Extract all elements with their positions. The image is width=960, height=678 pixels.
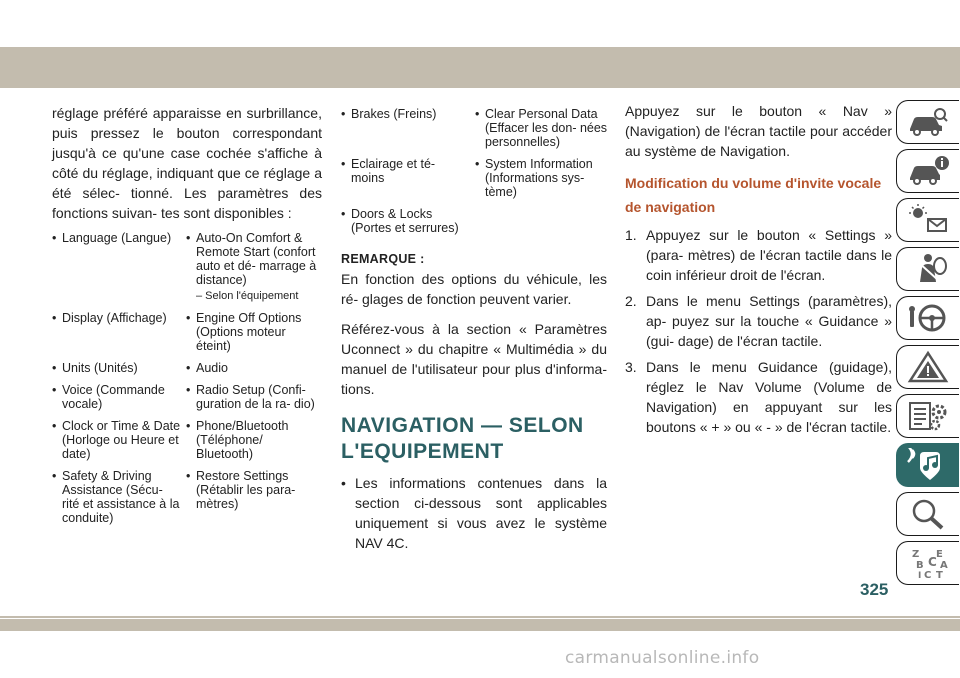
watermark: carmanualsonline.info (565, 648, 760, 668)
note-title: REMARQUE : (341, 252, 425, 266)
tab-warning-lights[interactable] (896, 198, 959, 242)
svg-text:B: B (916, 560, 924, 571)
column-3 (625, 101, 892, 443)
airbag-safety-icon (906, 252, 950, 286)
chapter-tabs (896, 100, 960, 590)
bullet-mark: • (475, 157, 480, 171)
settings-item (341, 157, 471, 199)
svg-text:C: C (924, 570, 932, 580)
settings-item (52, 419, 182, 461)
section-heading-line-1: NAVIGATION — SELON (341, 414, 584, 437)
bullet-mark: • (186, 469, 191, 483)
index-icon (906, 546, 950, 580)
subheading: Modification du volume d'invite vocale de navigation (625, 175, 882, 215)
bullet-mark: • (52, 361, 57, 375)
settings-item (186, 361, 322, 375)
section-heading-line-2: L'EQUIPEMENT (341, 440, 504, 463)
settings-item-label: System Information (Informations sys- tème) (485, 157, 593, 199)
bullet-mark: • (186, 361, 191, 375)
settings-item-label: Display (Affichage) (62, 311, 167, 325)
settings-item-label: – Selon l'équipement (196, 290, 299, 302)
bullet-mark: • (186, 419, 191, 433)
svg-text:E: E (936, 549, 943, 560)
svg-text:Z: Z (912, 549, 920, 560)
bullet-mark: • (341, 475, 346, 491)
settings-item-label: Safety & Driving Assistance (Sécu- rité et assistance à la conduite) (62, 469, 180, 525)
settings-item-label: Audio (196, 361, 228, 375)
settings-item (186, 311, 322, 353)
car-search-icon (906, 105, 950, 139)
settings-item (52, 383, 182, 411)
settings-item (186, 289, 322, 303)
settings-item-label (485, 207, 611, 235)
step-text: Dans le menu Settings (paramètres), ap- puyez sur la touche « Guidance » (gui- dage) de l'écran tactile. (646, 293, 892, 349)
settings-item (52, 295, 182, 303)
settings-item-label: Eclairage et té- moins (351, 157, 436, 185)
nav-intro: Appuyez sur le bouton « Nav » (Navigation) de l'écran tactile pour accéder au système de Navigation. (625, 103, 892, 159)
bullet-spacer (52, 295, 62, 303)
settings-list-1 (52, 231, 322, 533)
settings-item (186, 383, 322, 411)
svg-text:A: A (940, 560, 948, 571)
section-heading (341, 413, 607, 465)
bullet-mark: • (52, 231, 57, 245)
step-text: Dans le menu Guidance (guidage), réglez le Nav Volume (Volume de Navigation) en appuyant sur les boutons « + » ou « - » de l'écran tactile. (646, 359, 892, 435)
intro-paragraph: réglage préféré apparaisse en surbrillance, puis pressez le bouton correspondant jusqu'à ce qu'une case cochée s'affiche à côté du réglage, indiquant que ce réglage a été sélec- tionné. Les paramètres des fonctions suivan- tes sont disponibles : (52, 105, 322, 221)
settings-item-label: Brakes (Freins) (351, 107, 437, 121)
settings-item (52, 469, 182, 525)
bullet-spacer (186, 289, 196, 303)
bullet-mark: • (52, 419, 57, 433)
settings-list-2 (341, 107, 607, 243)
settings-item-label: Auto-On Comfort & Remote Start (confort auto et dé- marrage à distance) (196, 231, 317, 287)
steering-wheel-icon (906, 301, 950, 335)
page-top-margin (0, 0, 960, 47)
tab-driving[interactable] (896, 296, 959, 340)
search-icon (906, 497, 950, 531)
settings-item-label: Units (Unités) (62, 361, 138, 375)
settings-item (341, 107, 471, 149)
reference-text: Référez-vous à la section « Paramètres Uconnect » du chapitre « Multimédia » du manuel de l'utilisateur pour plus d'informa- tions. (341, 321, 607, 397)
settings-item (341, 207, 471, 235)
bullet-mark: • (341, 207, 346, 221)
header-band (0, 47, 960, 88)
settings-item (186, 231, 322, 287)
bullet-mark: • (341, 107, 346, 121)
step-text: Appuyez sur le bouton « Settings » (para- mètres) de l'écran tactile dans le coin inférieur droit de l'écran. (646, 227, 892, 283)
bullet-mark: • (52, 383, 57, 397)
steps-list (625, 225, 892, 437)
step-item (625, 291, 892, 351)
note-text: En fonction des options du véhicule, les ré- glages de fonction peuvent varier. (341, 271, 607, 307)
svg-text:I: I (918, 571, 922, 580)
step-number: 3. (625, 359, 637, 375)
warning-triangle-icon (906, 350, 950, 384)
footer-band (0, 619, 960, 631)
tab-search[interactable] (896, 492, 959, 536)
settings-item-label: Radio Setup (Confi- guration de la ra- dio) (196, 383, 315, 411)
settings-item-label: Restore Settings (Rétablir les para- mètres) (196, 469, 296, 511)
bullet-mark: • (475, 107, 480, 121)
tab-index[interactable] (896, 541, 959, 585)
tab-vehicle[interactable] (896, 100, 959, 144)
bullet-mark: • (186, 231, 191, 245)
footer-line (0, 616, 960, 618)
settings-item (186, 419, 322, 461)
car-info-icon (906, 154, 950, 188)
settings-item-label: Doors & Locks (Portes et serrures) (351, 207, 459, 235)
bullet-mark: • (186, 311, 191, 325)
page-number: 325 (860, 580, 889, 599)
step-item (625, 225, 892, 285)
maintenance-icon (906, 399, 950, 433)
settings-item (186, 469, 322, 525)
bullet-mark: • (52, 469, 57, 483)
svg-text:T: T (936, 570, 943, 580)
warning-lights-icon (906, 203, 950, 237)
tab-info[interactable] (896, 149, 959, 193)
settings-item-label: Engine Off Options (Options moteur éteint) (196, 311, 302, 353)
settings-item-label (62, 295, 182, 303)
settings-item (52, 231, 182, 287)
settings-item-label: Voice (Commande vocale) (62, 383, 165, 411)
settings-item-label: Clear Personal Data (Effacer les don- nées personnelles) (485, 107, 608, 149)
tab-multimedia[interactable] (896, 443, 959, 487)
step-number: 2. (625, 293, 637, 309)
bullet-mark: • (52, 311, 57, 325)
settings-item (475, 207, 611, 235)
svg-text:C: C (928, 555, 937, 569)
settings-item-label: Language (Langue) (62, 231, 172, 245)
tab-emergency[interactable] (896, 345, 959, 389)
multimedia-icon (906, 448, 950, 482)
settings-item-label: Phone/Bluetooth (Téléphone/ Bluetooth) (196, 419, 289, 461)
nav-bullet-text: Les informations contenues dans la section ci-dessous sont applicables uniquement si vous avez le système NAV 4C. (355, 475, 607, 551)
settings-item (475, 107, 611, 149)
settings-item-label: Clock or Time & Date (Horloge ou Heure et date) (62, 419, 181, 461)
settings-item (52, 311, 182, 353)
tab-safety[interactable] (896, 247, 959, 291)
tab-maintenance[interactable] (896, 394, 959, 438)
column-1 (52, 103, 322, 533)
column-2 (341, 107, 607, 553)
nav-bullet (341, 473, 607, 553)
bullet-mark: • (341, 157, 346, 171)
step-item (625, 357, 892, 437)
bullet-mark: • (186, 383, 191, 397)
bullet-spacer (475, 207, 485, 235)
settings-item (52, 361, 182, 375)
step-number: 1. (625, 227, 637, 243)
settings-item (475, 157, 611, 199)
